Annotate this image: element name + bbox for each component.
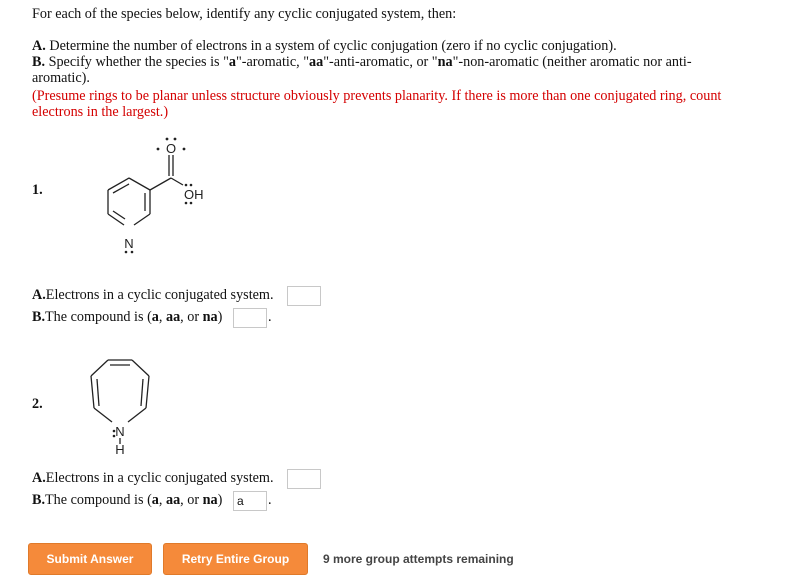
option-na: na [202, 309, 218, 325]
instruction-b-text: "-aromatic, " [235, 54, 310, 70]
option-a: a [151, 492, 159, 508]
nitrogen-label: N [115, 424, 125, 439]
problem-1-period: . [268, 309, 272, 325]
option-a: a [151, 309, 159, 325]
problem-2-structure [78, 352, 168, 456]
problem-2-question-a [32, 470, 274, 487]
instruction-b-text: Specify whether the species is " [45, 54, 229, 70]
separator: , or [180, 309, 203, 325]
question-b-label: The compound is ( [45, 492, 152, 508]
instruction-b-aromatic: a [228, 54, 236, 70]
option-aa: aa [165, 492, 181, 508]
option-na: na [202, 492, 218, 508]
option-aa: aa [165, 309, 181, 325]
question-b-prefix: B. [32, 309, 46, 325]
separator: , [158, 309, 166, 325]
question-a-label: Electrons in a cyclic conjugated system. [45, 287, 274, 303]
problem-2-period: . [268, 492, 272, 508]
instruction-b-prefix: B. [32, 54, 46, 70]
problem-2-number: 2. [32, 396, 43, 412]
instruction-b [32, 54, 692, 71]
problem-1-electrons-input[interactable] [287, 286, 321, 306]
problem-1-question-b [32, 309, 222, 326]
problem-2-question-b [32, 492, 222, 509]
question-b-prefix: B. [32, 492, 46, 508]
question-a-prefix: A. [32, 287, 46, 303]
retry-group-button[interactable]: Retry Entire Group [163, 543, 308, 575]
instruction-a [32, 38, 617, 55]
question-b-label-end: ) [217, 309, 223, 325]
question-b-label-end: ) [217, 492, 223, 508]
problem-2-aromaticity-input[interactable]: a [233, 491, 267, 511]
submit-answer-button[interactable]: Submit Answer [28, 543, 152, 575]
problem-1-structure [80, 135, 220, 260]
separator: , [158, 492, 166, 508]
question-b-label: The compound is ( [45, 309, 152, 325]
instruction-a-prefix: A. [32, 38, 46, 54]
oxygen-label: O [165, 141, 177, 156]
note-line-2: electrons in the largest.) [32, 104, 169, 120]
instruction-b-antiaromatic: aa [309, 54, 324, 70]
nitrogen-label: N [124, 236, 134, 251]
hydroxyl-label: OH [184, 187, 204, 202]
hydrogen-label: H [115, 442, 125, 456]
instruction-b-cont: aromatic). [32, 70, 90, 86]
instruction-b-text: "-non-aromatic (neither aromatic nor anti- [452, 54, 692, 70]
attempts-remaining-text: 9 more group attempts remaining [323, 552, 514, 566]
note-line-1: (Presume rings to be planar unless structure obviously prevents planarity. If there is more than one conjugated ring, count [32, 88, 722, 104]
separator: , or [180, 492, 203, 508]
question-a-label: Electrons in a cyclic conjugated system. [45, 470, 274, 486]
intro-text: For each of the species below, identify any cyclic conjugated system, then: [32, 6, 457, 22]
problem-1-question-a [32, 287, 274, 304]
instruction-b-nonaromatic: na [437, 54, 453, 70]
instruction-a-text: Determine the number of electrons in a system of cyclic conjugation (zero if no cyclic conjugation). [45, 38, 617, 54]
problem-1-number: 1. [32, 182, 43, 198]
problem-2-electrons-input[interactable] [287, 469, 321, 489]
instruction-b-text: "-anti-aromatic, or " [323, 54, 438, 70]
problem-1-aromaticity-input[interactable] [233, 308, 267, 328]
question-a-prefix: A. [32, 470, 46, 486]
